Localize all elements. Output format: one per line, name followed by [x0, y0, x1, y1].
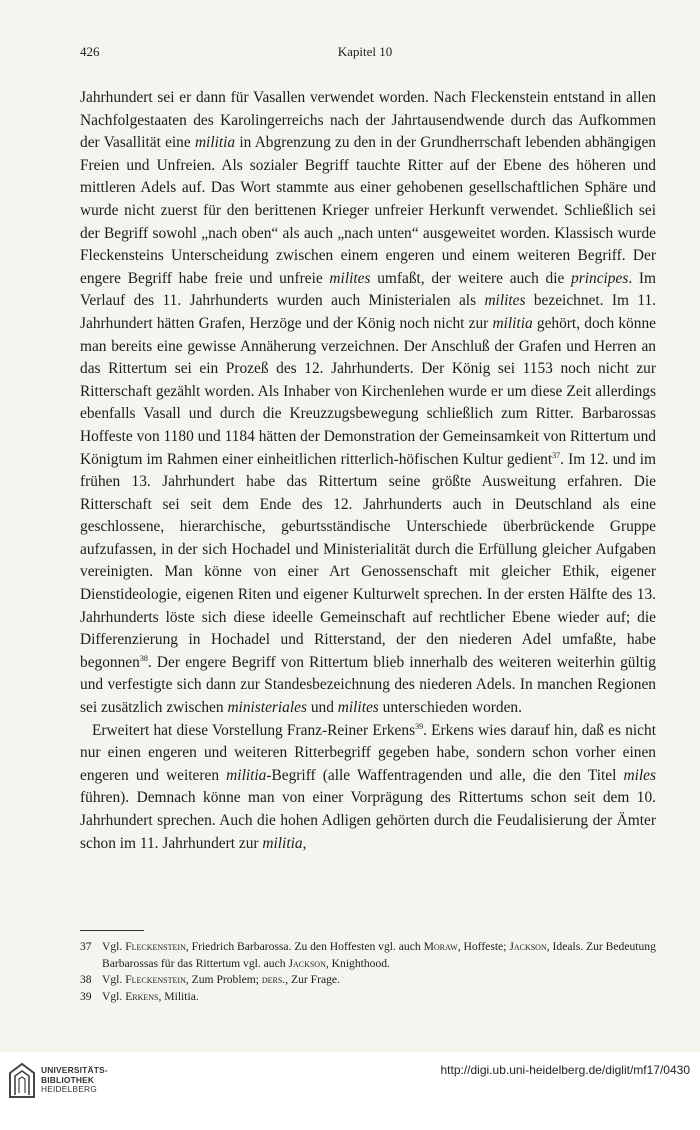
page-number: 426 — [80, 44, 100, 59]
footnote-38: 38 Vgl. Fleckenstein, Zum Problem; ders., Zur Frage. — [80, 973, 340, 987]
library-logo-icon — [7, 1061, 37, 1099]
paragraph-2: Erweitert hat diese Vorstellung Franz-Reiner Erkens$^{39}$. Erkens wies darauf hin, daß es nicht nur einen engeren und weiteren Ritterbegriff gegeben habe, sondern schon vorher einen engeren und weiteren militia-Begriff (alle Waffentragenden und alle, die den Titel miles führen). Demnach könne man von einer Vorprägung des Rittertums schon seit dem 10. Jahrhundert sprechen. Auch die hohen Adligen gehörten durch die Feudalisierung der Ämter schon im 11. Jahrhundert zur militia, — [80, 721, 656, 852]
footnote-39: 39 Vgl. Erkens, Militia. — [80, 989, 199, 1003]
paragraph-1: Jahrhundert sei er dann für Vasallen verwendet worden. Nach Fleckenstein entstand in allen Nachfolgestaaten des Karolingerreichs nach der Jahrtausendwende durch das Aufkommen der Vasallität eine militia in Abgrenzung zu den in der Grundherrschaft lebenden abhängigen Freien und Unfreien. Als sozialer Begriff tauchte Ritter auf der Ebene des höheren und mittleren Adels auf. Das Wort stammte aus einer gehobenen gesellschaftlichen Sphäre und wurde nicht zuerst für den berittenen Krieger unfreier Herkunft verwendet. Schließlich sei der Begriff sowohl „nach oben“ als auch „nach unten“ ausgeweitet worden. Klassisch wurde Fleckensteins Unterscheidung zwischen einem engeren und einem weiteren Begriff. Der engere Begriff habe freie und unfreie milites umfaßt, der weitere auch die principes. Im Verlauf des 11. Jahrhunderts wurden auch Ministerialen als milites bezeichnet. Im 11. Jahrhundert hätten Grafen, Herzöge und der König noch nicht zur militia gehört, doch könne man bereits eine gewisse Annäherung verzeichnen. Der Anschluß der Grafen und Herren an das Rittertum sei ein Prozeß des 12. Jahrhunderts. Der König sei 1153 noch nicht zur Ritterschaft gezählt worden. Als Inhaber von Kirchenlehen wurde er um diese Zeit allerdings ebenfalls Vasall und durch die Kreuzzugsbewegung schließlich zum Ritter. Barbarossas Hoffeste von 1180 und 1184 hätten der Demonstration der Gemeinsamkeit von Rittertum und Königtum im Rahmen einer einheitlichen ritterlich-höfischen Kultur gedient$^{37}$. Im 12. und im frühen 13. Jahrhundert habe das Rittertum seine größte Ausweitung erfahren. Die Ritterschaft sei seit dem Ende des 12. Jahrhunderts auch in Deutschland als eine geschlossene, hierarchische, geburtsständische Unterschiede überbrückende Gruppe aufzufassen, in der sich Hochadel und Ministerialität durch die Erfüllung gleicher Aufgaben vereinigten. Man könne von einer Art Genossenschaft mit gleicher Ethik, eigener Dienstideologie, eigenen Riten und eigener Kulturwelt sprechen. In der ersten Hälfte des 13. Jahrhunderts löste sich diese ideelle Gemeinschaft auf rechtlicher Ebene wieder auf; die Differenzierung in Hochadel und Ritterstand, der den niederen Adel umfaßte, habe begonnen$^{38}$. Der engere Begriff von Rittertum blieb innerhalb des weiteren weiterhin gültig und verfestigte sich dann zur Standesbezeichnung des niederen Adels. In manchen Regionen sei zusätzlich zwischen ministeriales und milites unterschieden worden. — [80, 89, 656, 717]
footnote-ref-37[interactable]: 37 — [552, 450, 561, 460]
source-url-link[interactable]: http://digi.ub.uni-heidelberg.de/diglit/mf17/0430 — [440, 1063, 690, 1077]
page-header — [80, 44, 650, 66]
footnote-ref-38[interactable]: 38 — [139, 653, 148, 663]
footnote-divider — [80, 930, 144, 931]
footnotes — [80, 939, 656, 1005]
footnote-37: 37 Vgl. Fleckenstein, Friedrich Barbarossa. Zu den Hoffesten vgl. auch Moraw, Hoffeste; Jackson, Ideals. Zur Bedeutung Barbarossas für das Rittertum vgl. auch Jackson, Knighthood. — [80, 940, 656, 970]
footnote-ref-39[interactable]: 39 — [415, 721, 424, 731]
library-name: UNIVERSITÄTS- BIBLIOTHEK HEIDELBERG — [41, 1065, 108, 1095]
main-text — [80, 87, 656, 855]
running-head: Kapitel 10 — [337, 44, 393, 59]
